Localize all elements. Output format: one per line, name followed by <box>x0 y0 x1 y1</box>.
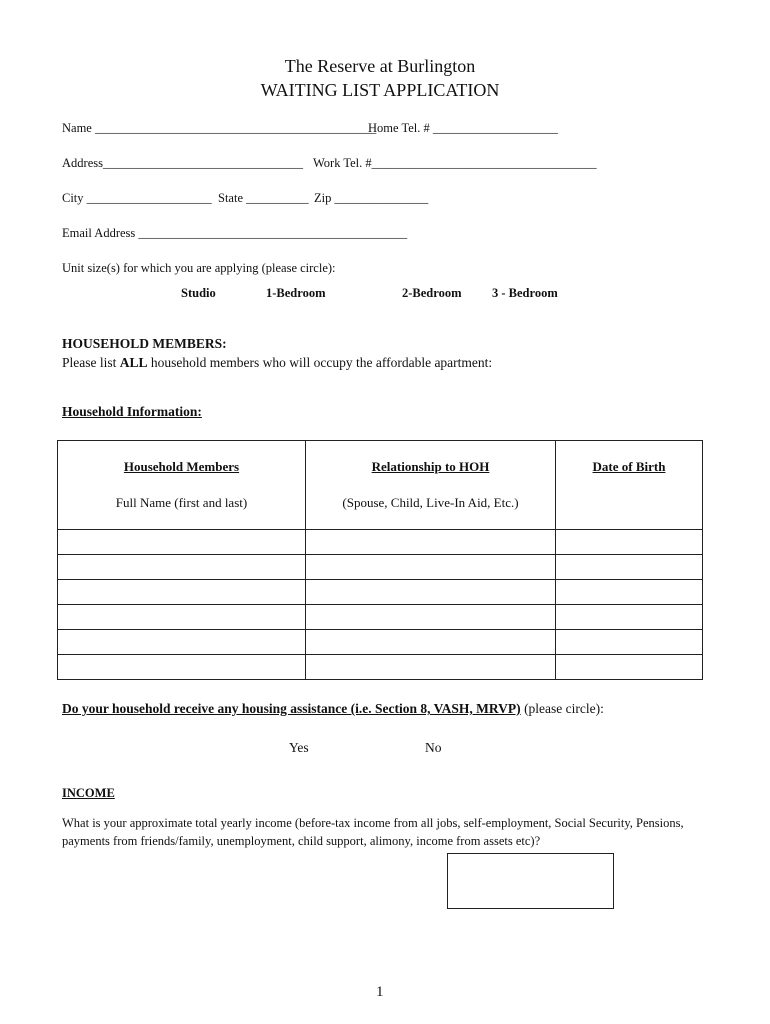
state-field[interactable]: State __________ <box>218 191 309 205</box>
name-field[interactable]: Name _____________________________________________ <box>62 121 377 135</box>
dob-cell[interactable] <box>556 630 703 655</box>
member-name-cell[interactable] <box>58 555 306 580</box>
relationship-cell[interactable] <box>306 530 556 555</box>
assistance-no-option[interactable]: No <box>425 740 442 755</box>
column-subtitle: (Spouse, Child, Live-In Aid, Etc.) <box>342 495 519 510</box>
table-row <box>58 605 703 630</box>
member-name-cell[interactable] <box>58 530 306 555</box>
member-name-cell[interactable] <box>58 655 306 680</box>
unit-option-3-bedroom[interactable]: 3 - Bedroom <box>492 286 558 300</box>
assistance-yes-option[interactable]: Yes <box>289 740 309 755</box>
dob-cell[interactable] <box>556 605 703 630</box>
table-row <box>58 655 703 680</box>
household-table <box>57 440 703 680</box>
column-relationship <box>306 441 556 530</box>
column-subtitle: Full Name (first and last) <box>115 495 248 510</box>
column-date-of-birth <box>556 441 703 530</box>
table-row <box>58 580 703 605</box>
unit-option-1-bedroom[interactable]: 1-Bedroom <box>266 286 326 300</box>
dob-cell[interactable] <box>556 655 703 680</box>
relationship-cell[interactable] <box>306 630 556 655</box>
unit-size-prompt: Unit size(s) for which you are applying (please circle): <box>62 261 336 275</box>
instruction-prefix: Please list <box>62 355 120 370</box>
household-heading: HOUSEHOLD MEMBERS: <box>62 336 227 351</box>
relationship-cell[interactable] <box>306 605 556 630</box>
dob-cell[interactable] <box>556 555 703 580</box>
member-name-cell[interactable] <box>58 630 306 655</box>
instruction-suffix: household members who will occupy the affordable apartment: <box>147 355 493 370</box>
dob-cell[interactable] <box>556 530 703 555</box>
unit-option-studio[interactable]: Studio <box>181 286 216 300</box>
home-tel-field[interactable]: Home Tel. # ____________________ <box>368 121 558 135</box>
relationship-cell[interactable] <box>306 655 556 680</box>
dob-cell[interactable] <box>556 580 703 605</box>
table-header-row <box>58 441 703 530</box>
document-subtitle: WAITING LIST APPLICATION <box>260 80 500 100</box>
email-field[interactable]: Email Address ___________________________________________ <box>62 226 408 240</box>
column-title: Date of Birth <box>592 459 666 474</box>
member-name-cell[interactable] <box>58 580 306 605</box>
column-household-members <box>58 441 306 530</box>
relationship-cell[interactable] <box>306 555 556 580</box>
table-row <box>58 530 703 555</box>
table-row <box>58 555 703 580</box>
income-entry-box[interactable] <box>447 853 614 909</box>
unit-option-2-bedroom[interactable]: 2-Bedroom <box>402 286 462 300</box>
document-title: The Reserve at Burlington <box>284 56 476 76</box>
column-title: Relationship to HOH <box>371 459 490 474</box>
table-row <box>58 630 703 655</box>
household-instruction <box>62 355 492 371</box>
assistance-question-bold: Do your household receive any housing assistance (i.e. Section 8, VASH, MRVP) <box>62 701 521 716</box>
address-field[interactable]: Address________________________________ <box>62 156 303 170</box>
page-number: 1 <box>376 984 384 1000</box>
assistance-question-suffix: (please circle): <box>520 701 604 716</box>
zip-field[interactable]: Zip _______________ <box>314 191 429 205</box>
instruction-emphasis: ALL <box>119 355 148 370</box>
income-heading: INCOME <box>62 786 115 800</box>
work-tel-field[interactable]: Work Tel. #____________________________________ <box>313 156 597 170</box>
income-question: What is your approximate total yearly income (before-tax income from all jobs, self-employment, Social Security, Pensions, payments from friends/family, unemployment, child support, alimony, income from assets etc)? <box>62 816 684 848</box>
relationship-cell[interactable] <box>306 580 556 605</box>
household-info-heading: Household Information: <box>62 404 202 419</box>
column-title: Household Members <box>123 459 240 474</box>
member-name-cell[interactable] <box>58 605 306 630</box>
city-field[interactable]: City ____________________ <box>62 191 212 205</box>
assistance-question <box>62 701 604 717</box>
